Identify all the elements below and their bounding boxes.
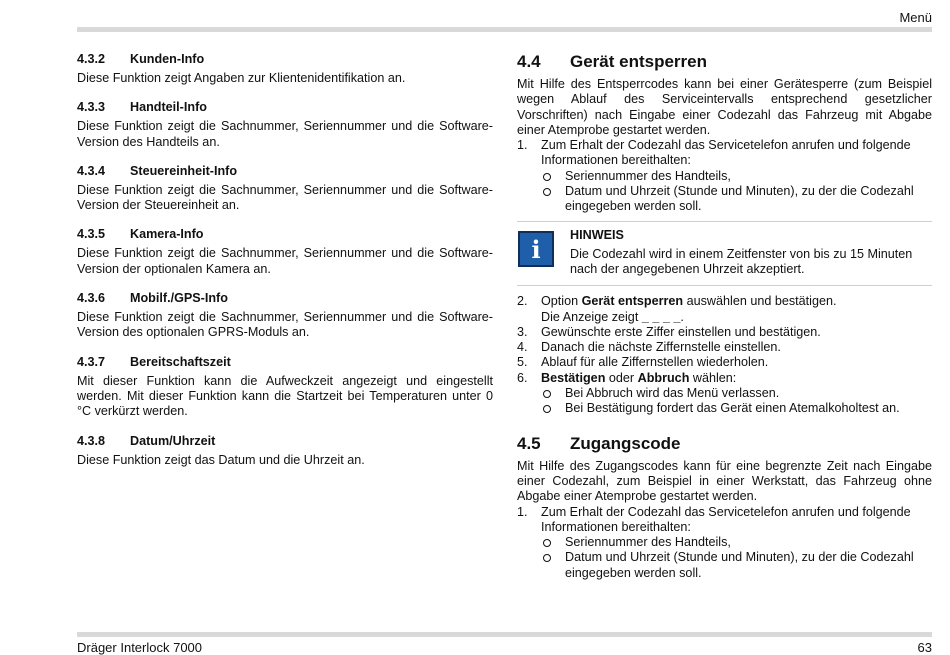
step-text: Zum Erhalt der Codezahl das Servicetelefon anrufen und folgende Informationen bereithalten: xyxy=(541,138,911,168)
running-header: Menü xyxy=(899,10,932,25)
section-heading xyxy=(77,291,493,306)
section-4-3-3 xyxy=(77,100,493,150)
sub-list xyxy=(541,386,932,417)
step-number: 4. xyxy=(517,340,528,355)
step-text: oder xyxy=(608,370,635,385)
step-1 xyxy=(517,138,932,214)
section-text: Diese Funktion zeigt die Sachnummer, Seriennummer und die Software-Version des Handteils an. xyxy=(77,119,493,149)
step-number: 5. xyxy=(517,355,528,370)
section-4-3-2 xyxy=(77,52,493,86)
step-text: Option xyxy=(541,294,579,309)
section-heading xyxy=(77,100,493,115)
section-number: 4.3.8 xyxy=(77,433,106,448)
section-intro: Mit Hilfe des Entsperrcodes kann bei einer Gerätesperre (zum Beispiel wegen Ablauf des Serviceintervalls entsprechend gesetzlicher Vorschriften) nach Eingabe einer Codezahl das Fahrzeug mit Abgabe einer Atemprobe gestartet werden. xyxy=(517,77,932,137)
section-number: 4.3.2 xyxy=(77,52,106,66)
note-text: Die Codezahl wird in einem Zeitfenster von bis zu 15 Minuten nach der angegebenen Uhrzeit akzeptiert. xyxy=(570,246,913,276)
section-4-3-6 xyxy=(77,291,493,341)
step-text: auswählen und bestätigen. xyxy=(686,294,837,309)
circle-bullet-icon xyxy=(543,188,551,196)
section-4-3-5 xyxy=(77,227,493,277)
section-text: Diese Funktion zeigt die Sachnummer, Seriennummer und die Software-Version der optionalen Kamera an. xyxy=(77,246,493,276)
section-title: Zugangscode xyxy=(570,433,681,453)
sub-list xyxy=(541,169,932,215)
step-number: 1. xyxy=(517,504,528,519)
circle-bullet-icon xyxy=(543,554,551,562)
section-title: Gerät entsperren xyxy=(570,52,707,71)
section-heading-4-5 xyxy=(517,434,932,454)
section-number: 4.3.3 xyxy=(77,100,106,115)
sub-item xyxy=(541,535,932,550)
section-text: Diese Funktion zeigt die Sachnummer, Seriennummer und die Software-Version des optionalen GPRS-Moduls an. xyxy=(77,310,493,340)
step-4 xyxy=(517,340,932,355)
option-name: Abbruch xyxy=(637,370,690,385)
section-title: Steuereinheit-Info xyxy=(130,163,238,178)
step-text: Die Anzeige zeigt xyxy=(541,309,639,324)
sub-item xyxy=(541,169,932,184)
steps-list xyxy=(517,505,932,581)
step-6 xyxy=(517,371,932,417)
sub-item xyxy=(541,401,932,416)
section-title: Kunden-Info xyxy=(130,52,205,66)
step-number: 2. xyxy=(517,294,528,309)
sub-item-text: Seriennummer des Handteils, xyxy=(565,535,731,550)
footer-rule xyxy=(77,632,932,637)
section-text: Diese Funktion zeigt Angaben zur Klientenidentifikation an. xyxy=(77,71,406,85)
circle-bullet-icon xyxy=(543,539,551,547)
section-number: 4.3.4 xyxy=(77,163,106,178)
section-text: Mit dieser Funktion kann die Aufweckzeit angezeigt und eingestellt werden. Mit dieser Funktion kann die Startzeit bei Temperaturen unter 0 °C verkürzt werden. xyxy=(77,373,493,419)
step-1 xyxy=(517,505,932,581)
section-4-3-7 xyxy=(77,355,493,420)
header-rule xyxy=(77,27,932,32)
section-heading xyxy=(77,227,493,242)
section-number: 4.5 xyxy=(517,433,541,453)
right-column xyxy=(517,52,932,581)
sub-item xyxy=(541,184,932,215)
note-box xyxy=(517,221,932,287)
step-5 xyxy=(517,355,932,370)
option-name: Bestätigen xyxy=(541,370,606,385)
section-title: Bereitschaftszeit xyxy=(130,354,231,369)
left-column xyxy=(77,52,493,482)
section-text: Diese Funktion zeigt die Sachnummer, Seriennummer und die Software-Version der Steuereinheit an. xyxy=(77,182,493,213)
section-number: 4.3.7 xyxy=(77,354,106,369)
step-text: Ablauf für alle Ziffernstellen wiederholen. xyxy=(541,355,769,370)
sub-item-text: Seriennummer des Handteils, xyxy=(565,168,731,183)
section-number: 4.3.5 xyxy=(77,227,106,242)
section-4-3-4 xyxy=(77,164,493,214)
steps-list xyxy=(517,294,932,416)
section-heading xyxy=(77,434,493,449)
sub-item-text: Bei Abbruch wird das Menü verlassen. xyxy=(565,386,780,401)
section-4-3-8 xyxy=(77,434,493,468)
section-heading xyxy=(77,52,493,67)
sub-item xyxy=(541,386,932,401)
sub-item-text: Datum und Uhrzeit (Stunde und Minuten), zu der die Codezahl eingegeben werden soll. xyxy=(565,550,914,580)
step-3 xyxy=(517,325,932,340)
option-name: Gerät entsperren xyxy=(581,294,684,309)
section-title: Kamera-Info xyxy=(130,227,204,242)
step-text: Gewünschte erste Ziffer einstellen und bestätigen. xyxy=(541,324,821,339)
circle-bullet-icon xyxy=(543,390,551,398)
step-text: wählen: xyxy=(692,370,737,385)
note-title: HINWEIS xyxy=(570,227,624,242)
step-number: 1. xyxy=(517,138,528,153)
section-text: Diese Funktion zeigt das Datum und die Uhrzeit an. xyxy=(77,452,365,467)
circle-bullet-icon xyxy=(543,173,551,181)
section-number: 4.3.6 xyxy=(77,291,106,306)
section-heading-4-4 xyxy=(517,52,932,72)
section-title: Handteil-Info xyxy=(130,100,207,115)
footer-product: Dräger Interlock 7000 xyxy=(77,640,203,655)
section-intro: Mit Hilfe des Zugangscodes kann für eine begrenzte Zeit nach Eingabe einer Codezahl, zum Beispiel in einer Werkstatt, das Fahrzeug ohne Abgabe einer Atemprobe gestartet werden. xyxy=(517,458,932,504)
section-heading xyxy=(77,164,493,179)
step-number: 6. xyxy=(517,370,528,385)
step-text: Danach die nächste Ziffernstelle einstellen. xyxy=(541,340,781,355)
section-heading xyxy=(77,355,493,370)
steps-list xyxy=(517,138,932,214)
section-number: 4.4 xyxy=(517,52,541,71)
sub-item-text: Datum und Uhrzeit (Stunde und Minuten), zu der die Codezahl eingegeben werden soll. xyxy=(565,184,914,214)
section-title: Mobilf./GPS-Info xyxy=(130,291,228,306)
step-text: Zum Erhalt der Codezahl das Servicetelefon anrufen und folgende Informationen bereithalten: xyxy=(541,504,911,534)
section-title: Datum/Uhrzeit xyxy=(130,433,216,448)
sub-list xyxy=(541,535,932,581)
sub-item xyxy=(541,550,932,581)
step-2 xyxy=(517,294,932,325)
display-code: _ _ _ _ xyxy=(641,309,681,324)
page-number: 63 xyxy=(917,640,932,655)
step-text: . xyxy=(680,309,684,324)
sub-item-text: Bei Bestätigung fordert das Gerät einen Atemalkoholtest an. xyxy=(565,401,900,416)
info-icon: i xyxy=(518,231,554,267)
step-number: 3. xyxy=(517,324,528,339)
circle-bullet-icon xyxy=(543,405,551,413)
